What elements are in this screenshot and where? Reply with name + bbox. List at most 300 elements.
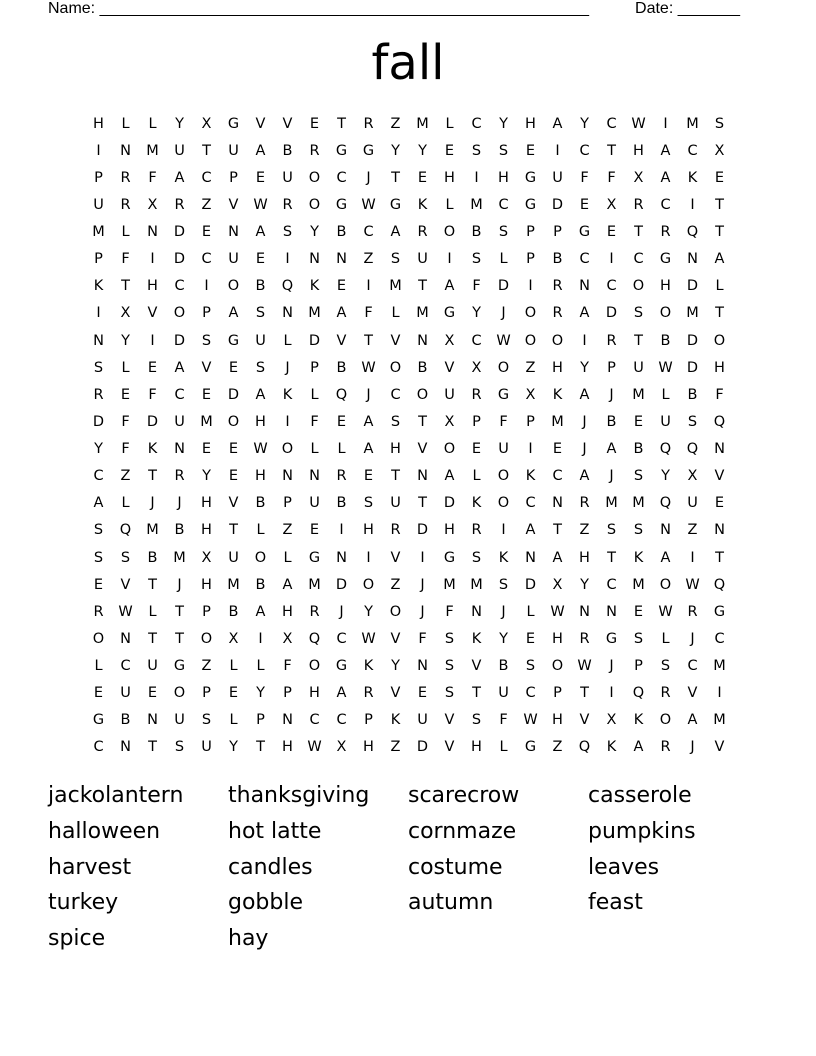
grid-letter: M xyxy=(389,278,402,295)
grid-letter: I xyxy=(609,251,614,268)
grid-letter: O xyxy=(254,549,267,566)
grid-letter: G xyxy=(308,549,321,566)
grid-letter: H xyxy=(633,142,644,159)
grid-letter: Z xyxy=(390,115,401,132)
grid-letter: T xyxy=(715,224,724,241)
grid-letter: K xyxy=(93,278,104,295)
grid-letter: M xyxy=(308,305,321,322)
grid-letter: T xyxy=(391,468,400,485)
grid-letter: N xyxy=(282,468,293,485)
grid-letter: K xyxy=(417,196,428,213)
grid-letter: A xyxy=(579,305,590,322)
grid-letter: T xyxy=(337,115,346,132)
grid-letter: W xyxy=(361,359,376,376)
grid-letter: Y xyxy=(256,685,265,702)
grid-letter: F xyxy=(607,169,616,186)
grid-letter: G xyxy=(335,142,348,159)
grid-letter: Y xyxy=(391,658,400,675)
grid-letter: M xyxy=(470,196,483,213)
grid-letter: H xyxy=(525,115,536,132)
grid-letter: H xyxy=(444,522,455,539)
grid-letter: T xyxy=(553,522,562,539)
grid-letter: R xyxy=(282,196,293,213)
grid-letter: N xyxy=(525,549,536,566)
grid-letter: X xyxy=(606,196,617,213)
grid-letter: Y xyxy=(94,441,103,458)
grid-letter: Z xyxy=(201,196,212,213)
grid-letter: C xyxy=(714,630,725,647)
grid-letter: U xyxy=(633,359,644,376)
grid-letter: G xyxy=(605,630,618,647)
grid-letter: E xyxy=(471,441,482,458)
grid-letter: Y xyxy=(580,576,589,593)
grid-letter: E xyxy=(336,413,347,430)
grid-letter: T xyxy=(634,332,643,349)
grid-letter: R xyxy=(336,468,347,485)
grid-letter: A xyxy=(363,441,374,458)
grid-letter: U xyxy=(201,739,212,756)
grid-letter: C xyxy=(606,115,617,132)
grid-letter: E xyxy=(417,169,428,186)
grid-letter: I xyxy=(690,196,695,213)
grid-letter: K xyxy=(498,549,509,566)
grid-letter: Y xyxy=(229,739,238,756)
grid-letter: O xyxy=(308,196,321,213)
grid-letter: S xyxy=(471,712,482,729)
grid-letter: K xyxy=(525,468,536,485)
grid-letter: O xyxy=(497,359,510,376)
grid-letter: Y xyxy=(499,115,508,132)
grid-letter: H xyxy=(201,522,212,539)
grid-letter: J xyxy=(690,739,695,756)
grid-letter: O xyxy=(524,305,537,322)
grid-letter: P xyxy=(607,359,616,376)
grid-letter: I xyxy=(420,549,425,566)
grid-letter: J xyxy=(609,658,614,675)
grid-letter: N xyxy=(660,522,671,539)
grid-letter: S xyxy=(714,115,725,132)
grid-letter: H xyxy=(552,630,563,647)
grid-letter: L xyxy=(715,278,724,295)
grid-letter: P xyxy=(202,685,211,702)
grid-letter: Y xyxy=(661,468,670,485)
grid-letter: B xyxy=(174,522,185,539)
grid-letter: A xyxy=(660,549,671,566)
grid-letter: T xyxy=(607,549,616,566)
grid-letter: P xyxy=(256,712,265,729)
grid-letter: G xyxy=(524,169,537,186)
grid-letter: T xyxy=(634,224,643,241)
grid-letter: K xyxy=(363,658,374,675)
grid-letter: R xyxy=(471,386,482,403)
grid-letter: E xyxy=(363,468,374,485)
grid-letter: G xyxy=(578,224,591,241)
word-list-item: costume xyxy=(408,854,503,880)
grid-letter: S xyxy=(444,685,455,702)
grid-letter: G xyxy=(443,305,456,322)
grid-letter: H xyxy=(201,495,212,512)
grid-letter: Q xyxy=(659,441,672,458)
grid-letter: B xyxy=(336,495,347,512)
grid-letter: L xyxy=(310,441,319,458)
grid-letter: Q xyxy=(335,386,348,403)
grid-letter: G xyxy=(389,196,402,213)
grid-letter: N xyxy=(687,251,698,268)
grid-letter: E xyxy=(417,685,428,702)
grid-letter: A xyxy=(390,224,401,241)
grid-letter: Q xyxy=(281,278,294,295)
grid-letter: T xyxy=(364,332,373,349)
grid-letter: P xyxy=(229,169,238,186)
grid-letter: S xyxy=(282,224,293,241)
grid-letter: U xyxy=(228,251,239,268)
grid-letter: R xyxy=(660,224,671,241)
grid-letter: T xyxy=(121,278,130,295)
grid-letter: B xyxy=(255,576,266,593)
grid-letter: H xyxy=(255,468,266,485)
grid-letter: N xyxy=(336,251,347,268)
grid-letter: G xyxy=(92,712,105,729)
grid-letter: O xyxy=(551,332,564,349)
grid-letter: M xyxy=(92,224,105,241)
word-list-item: feast xyxy=(588,890,643,916)
grid-letter: V xyxy=(336,332,347,349)
word-list-item: halloween xyxy=(48,819,161,845)
grid-letter: S xyxy=(633,630,644,647)
grid-letter: J xyxy=(339,603,344,620)
grid-letter: Q xyxy=(119,522,132,539)
grid-letter: Y xyxy=(310,224,319,241)
grid-letter: G xyxy=(335,658,348,675)
grid-letter: E xyxy=(228,468,239,485)
grid-letter: C xyxy=(606,278,617,295)
grid-letter: F xyxy=(715,386,724,403)
grid-letter: B xyxy=(417,359,428,376)
grid-letter: I xyxy=(663,115,668,132)
grid-letter: F xyxy=(499,413,508,430)
grid-letter: U xyxy=(255,332,266,349)
grid-letter: D xyxy=(335,576,348,593)
grid-letter: R xyxy=(390,522,401,539)
grid-letter: G xyxy=(659,251,672,268)
grid-letter: E xyxy=(309,522,320,539)
grid-letter: V xyxy=(444,712,455,729)
grid-letter: H xyxy=(498,169,509,186)
grid-letter: R xyxy=(417,224,428,241)
grid-letter: M xyxy=(173,549,186,566)
grid-letter: Q xyxy=(686,441,699,458)
grid-letter: L xyxy=(499,739,508,756)
grid-letter: U xyxy=(309,495,320,512)
grid-letter: I xyxy=(366,278,371,295)
grid-letter: Y xyxy=(580,115,589,132)
grid-letter: D xyxy=(173,332,186,349)
grid-letter: F xyxy=(580,169,589,186)
grid-letter: H xyxy=(255,413,266,430)
word-list-item: pumpkins xyxy=(588,819,696,845)
grid-letter: A xyxy=(444,468,455,485)
grid-letter: U xyxy=(228,142,239,159)
grid-letter: W xyxy=(361,196,376,213)
grid-letter: H xyxy=(282,603,293,620)
letter-grid xyxy=(85,110,733,761)
grid-letter: Q xyxy=(659,495,672,512)
grid-letter: X xyxy=(201,115,212,132)
grid-letter: N xyxy=(417,332,428,349)
grid-letter: E xyxy=(201,441,212,458)
grid-letter: H xyxy=(147,278,158,295)
grid-letter: N xyxy=(552,495,563,512)
grid-letter: E xyxy=(228,441,239,458)
grid-letter: X xyxy=(201,549,212,566)
grid-letter: L xyxy=(94,658,103,675)
grid-letter: O xyxy=(659,305,672,322)
grid-letter: A xyxy=(174,169,185,186)
grid-letter: Y xyxy=(472,305,481,322)
grid-letter: F xyxy=(283,658,292,675)
worksheet-header xyxy=(48,0,740,20)
grid-letter: B xyxy=(687,386,698,403)
word-list-item: candles xyxy=(228,854,313,880)
grid-letter: T xyxy=(418,278,427,295)
grid-letter: L xyxy=(148,115,157,132)
grid-letter: J xyxy=(366,169,371,186)
grid-letter: W xyxy=(496,332,511,349)
grid-letter: A xyxy=(255,603,266,620)
grid-letter: T xyxy=(256,739,265,756)
grid-letter: W xyxy=(577,658,592,675)
grid-letter: C xyxy=(390,386,401,403)
grid-letter: W xyxy=(523,712,538,729)
grid-letter: V xyxy=(120,576,131,593)
grid-letter: J xyxy=(690,630,695,647)
grid-letter: P xyxy=(283,685,292,702)
grid-letter: S xyxy=(255,359,266,376)
grid-letter: E xyxy=(201,386,212,403)
grid-letter: D xyxy=(605,305,618,322)
grid-letter: I xyxy=(528,441,533,458)
grid-letter: B xyxy=(336,359,347,376)
grid-letter: B xyxy=(552,251,563,268)
grid-letter: H xyxy=(444,169,455,186)
grid-letter: N xyxy=(714,522,725,539)
grid-letter: T xyxy=(175,630,184,647)
grid-letter: L xyxy=(121,359,130,376)
grid-letter: C xyxy=(309,712,320,729)
word-list-item: hot latte xyxy=(228,819,322,845)
grid-letter: K xyxy=(471,495,482,512)
grid-letter: U xyxy=(444,386,455,403)
grid-letter: R xyxy=(120,196,131,213)
grid-letter: Q xyxy=(578,739,591,756)
grid-letter: I xyxy=(204,278,209,295)
grid-letter: A xyxy=(363,413,374,430)
grid-letter: R xyxy=(633,196,644,213)
grid-letter: C xyxy=(174,386,185,403)
grid-letter: J xyxy=(177,495,182,512)
grid-letter: C xyxy=(471,332,482,349)
grid-letter: R xyxy=(363,115,374,132)
grid-letter: Q xyxy=(713,413,726,430)
grid-letter: I xyxy=(285,413,290,430)
grid-letter: P xyxy=(202,603,211,620)
grid-letter: Z xyxy=(120,468,131,485)
grid-letter: F xyxy=(148,386,157,403)
grid-letter: S xyxy=(201,712,212,729)
grid-letter: W xyxy=(253,441,268,458)
grid-letter: V xyxy=(390,685,401,702)
grid-letter: G xyxy=(524,739,537,756)
grid-letter: G xyxy=(227,332,240,349)
grid-letter: N xyxy=(228,224,239,241)
grid-letter: O xyxy=(713,332,726,349)
grid-letter: J xyxy=(150,495,155,512)
grid-letter: O xyxy=(92,630,105,647)
grid-letter: D xyxy=(443,495,456,512)
grid-letter: N xyxy=(417,468,428,485)
grid-letter: S xyxy=(498,224,509,241)
grid-letter: K xyxy=(309,278,320,295)
grid-letter: I xyxy=(609,685,614,702)
grid-letter: Y xyxy=(580,359,589,376)
grid-letter: U xyxy=(660,413,671,430)
grid-letter: M xyxy=(443,576,456,593)
grid-letter: V xyxy=(390,332,401,349)
grid-letter: F xyxy=(310,413,319,430)
grid-letter: V xyxy=(714,468,725,485)
grid-letter: X xyxy=(525,386,536,403)
grid-letter: F xyxy=(364,305,373,322)
grid-letter: J xyxy=(609,468,614,485)
grid-letter: H xyxy=(93,115,104,132)
grid-letter: D xyxy=(497,278,510,295)
grid-letter: S xyxy=(633,522,644,539)
grid-letter: C xyxy=(579,251,590,268)
grid-letter: T xyxy=(175,603,184,620)
grid-letter: I xyxy=(447,251,452,268)
grid-letter: B xyxy=(633,441,644,458)
grid-letter: B xyxy=(606,413,617,430)
grid-letter: O xyxy=(659,576,672,593)
grid-letter: C xyxy=(579,142,590,159)
grid-letter: U xyxy=(147,658,158,675)
grid-letter: P xyxy=(94,251,103,268)
grid-letter: J xyxy=(177,576,182,593)
grid-letter: U xyxy=(174,142,185,159)
word-list-item: cornmaze xyxy=(408,819,517,845)
word-list-item: spice xyxy=(48,926,106,952)
grid-letter: A xyxy=(687,712,698,729)
grid-letter: J xyxy=(609,386,614,403)
grid-letter: E xyxy=(579,196,590,213)
grid-letter: C xyxy=(336,712,347,729)
grid-letter: J xyxy=(582,441,587,458)
grid-letter: H xyxy=(363,739,374,756)
grid-letter: U xyxy=(228,549,239,566)
grid-letter: L xyxy=(310,386,319,403)
grid-letter: G xyxy=(713,603,726,620)
grid-letter: W xyxy=(631,115,646,132)
grid-letter: M xyxy=(605,495,618,512)
grid-letter: A xyxy=(552,115,563,132)
grid-letter: U xyxy=(552,169,563,186)
grid-letter: H xyxy=(552,712,563,729)
grid-letter: R xyxy=(174,196,185,213)
grid-letter: V xyxy=(687,685,698,702)
grid-letter: K xyxy=(606,739,617,756)
word-list-item: gobble xyxy=(228,890,304,916)
grid-letter: T xyxy=(715,305,724,322)
grid-letter: H xyxy=(579,549,590,566)
grid-letter: R xyxy=(579,495,590,512)
grid-letter: Y xyxy=(175,115,184,132)
grid-letter: T xyxy=(418,495,427,512)
grid-letter: T xyxy=(418,413,427,430)
grid-letter: S xyxy=(633,305,644,322)
grid-letter: L xyxy=(148,603,157,620)
grid-letter: P xyxy=(553,224,562,241)
grid-letter: L xyxy=(283,549,292,566)
grid-letter: O xyxy=(443,224,456,241)
grid-letter: G xyxy=(524,196,537,213)
grid-letter: V xyxy=(228,196,239,213)
grid-letter: M xyxy=(686,305,699,322)
grid-letter: K xyxy=(390,712,401,729)
grid-letter: M xyxy=(632,386,645,403)
grid-letter: S xyxy=(93,549,104,566)
grid-letter: F xyxy=(472,278,481,295)
grid-letter: F xyxy=(418,630,427,647)
grid-letter: W xyxy=(658,603,673,620)
grid-letter: K xyxy=(147,441,158,458)
grid-letter: N xyxy=(714,441,725,458)
grid-letter: E xyxy=(714,495,725,512)
word-list-item: turkey xyxy=(48,890,119,916)
grid-letter: N xyxy=(417,658,428,675)
grid-letter: P xyxy=(526,413,535,430)
grid-letter: D xyxy=(524,576,537,593)
grid-letter: T xyxy=(148,630,157,647)
grid-letter: S xyxy=(93,359,104,376)
grid-letter: U xyxy=(174,712,185,729)
grid-letter: A xyxy=(336,685,347,702)
grid-letter: I xyxy=(582,332,587,349)
grid-letter: I xyxy=(96,142,101,159)
grid-letter: M xyxy=(308,576,321,593)
grid-letter: V xyxy=(714,739,725,756)
grid-letter: L xyxy=(445,196,454,213)
grid-letter: F xyxy=(121,251,130,268)
grid-letter: S xyxy=(363,495,374,512)
grid-letter: Q xyxy=(713,576,726,593)
word-list-item: leaves xyxy=(588,854,660,880)
grid-letter: S xyxy=(525,658,536,675)
grid-letter: R xyxy=(660,685,671,702)
grid-letter: C xyxy=(201,169,212,186)
grid-letter: O xyxy=(632,278,645,295)
grid-letter: I xyxy=(501,522,506,539)
grid-letter: C xyxy=(336,169,347,186)
grid-letter: R xyxy=(579,630,590,647)
grid-letter: D xyxy=(686,332,699,349)
grid-letter: G xyxy=(173,658,186,675)
grid-letter: B xyxy=(120,712,131,729)
grid-letter: S xyxy=(93,522,104,539)
grid-letter: K xyxy=(552,386,563,403)
grid-letter: A xyxy=(660,142,671,159)
grid-letter: J xyxy=(285,359,290,376)
grid-letter: X xyxy=(120,305,131,322)
